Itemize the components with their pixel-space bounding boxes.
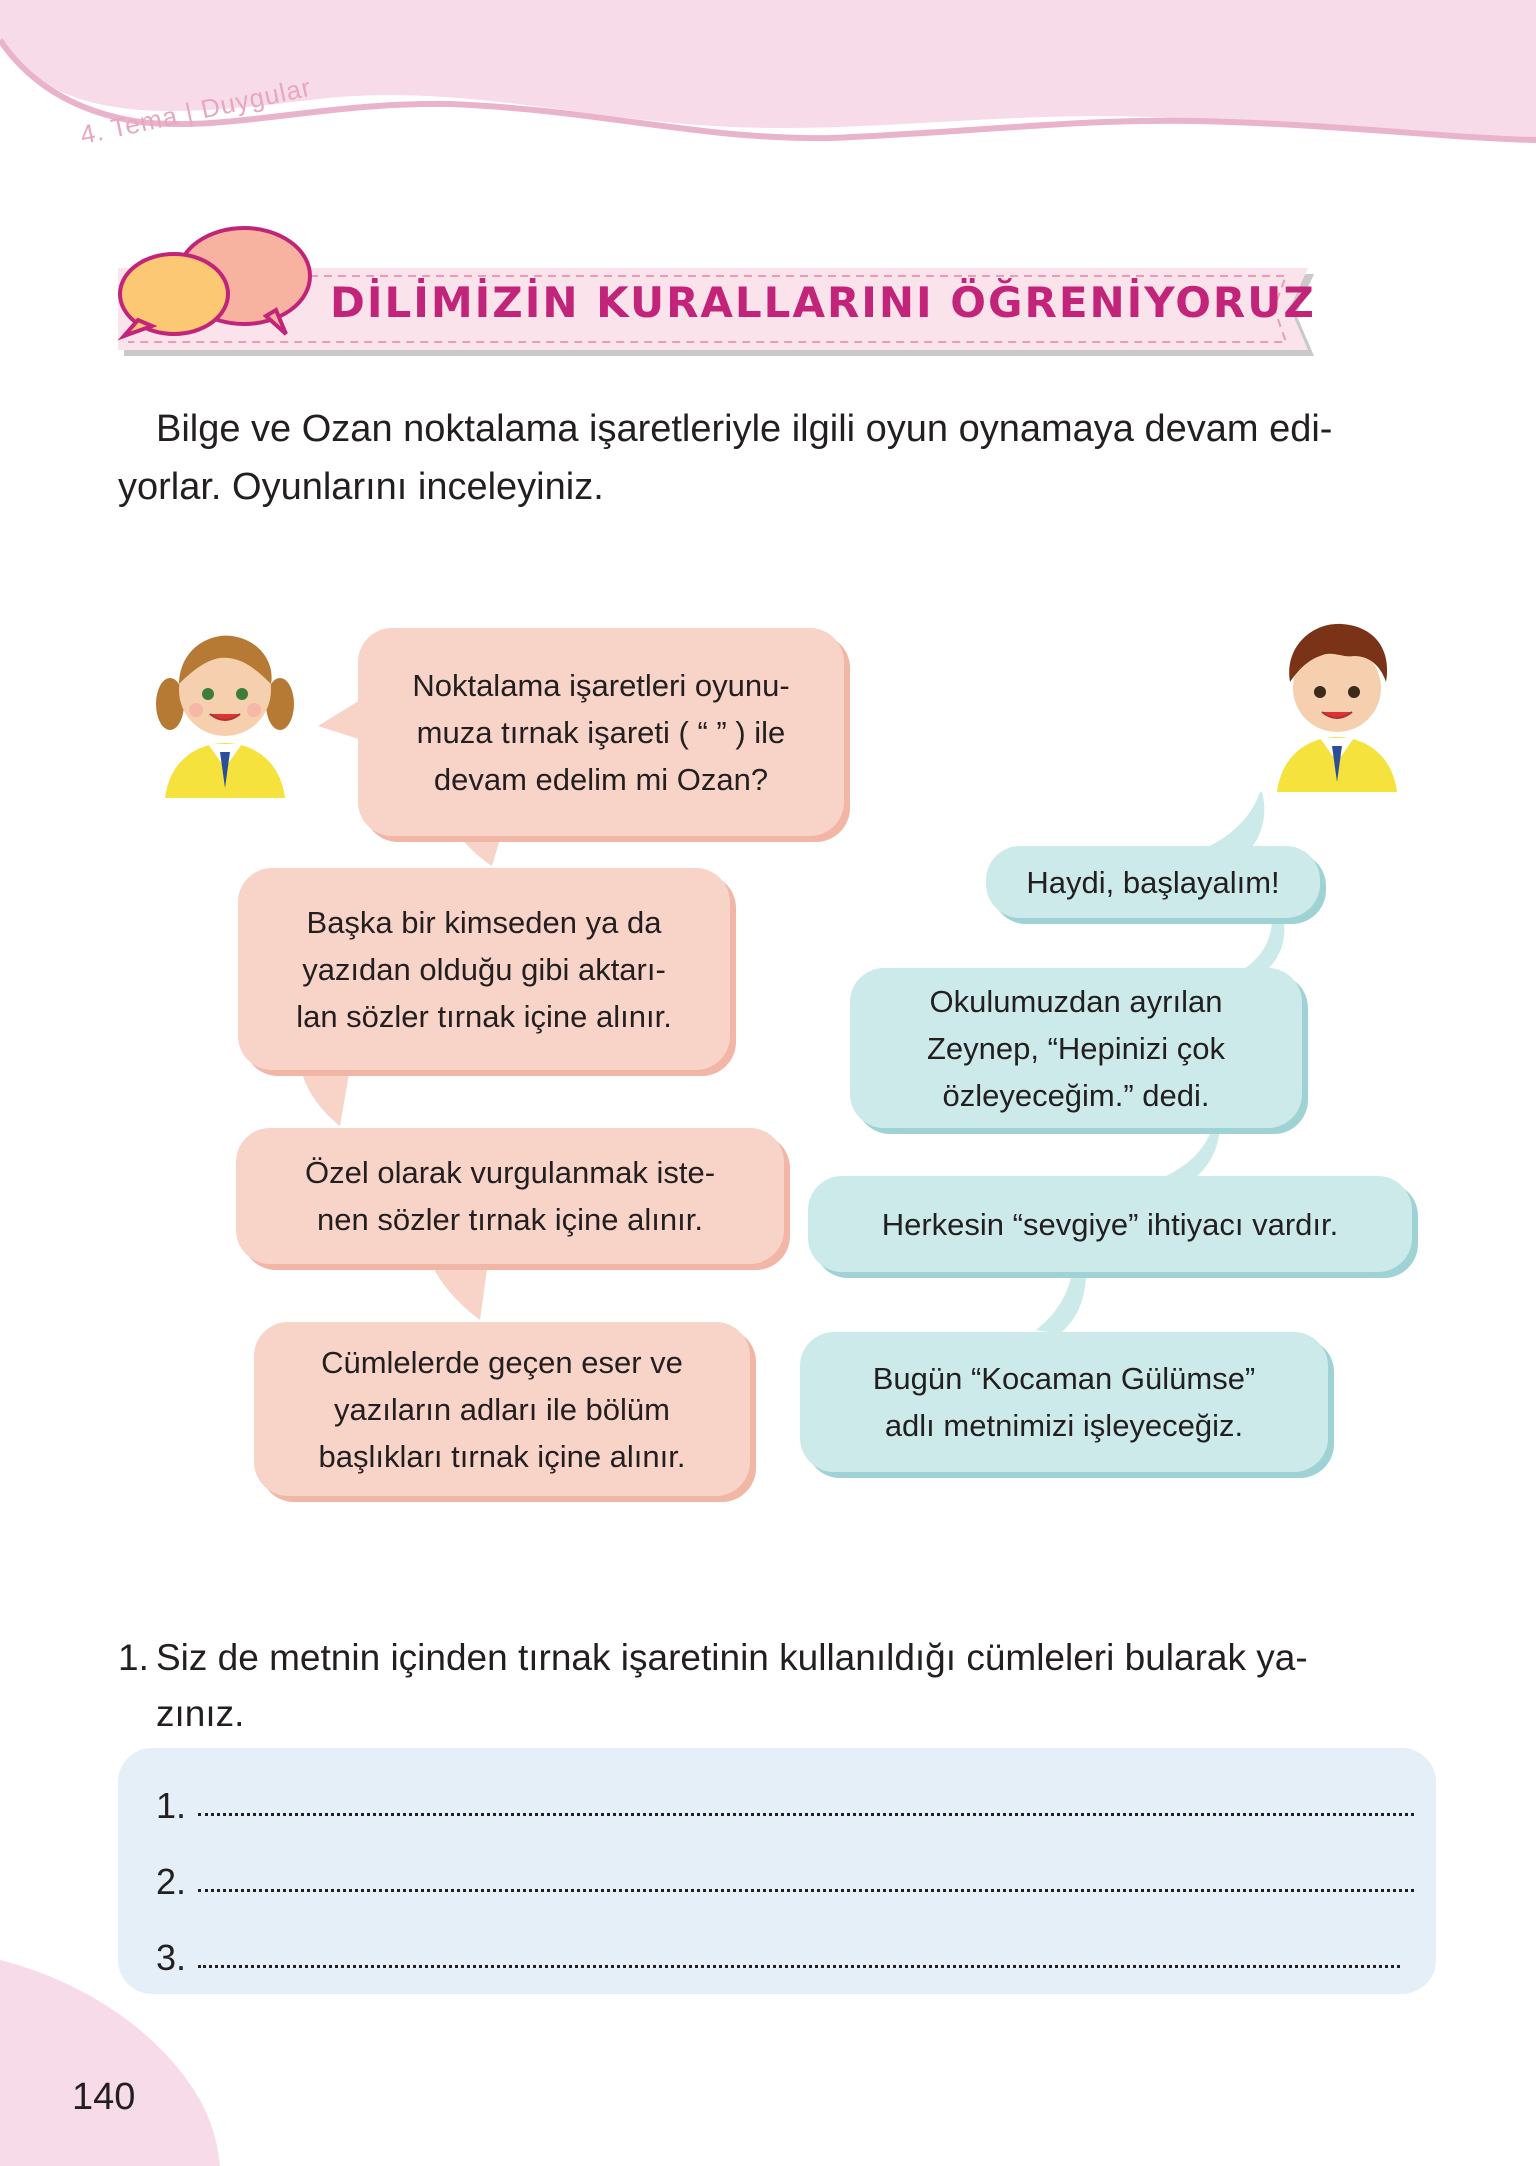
speech-bubbles-icon [116, 224, 322, 342]
answer-line-1[interactable] [156, 1766, 1414, 1826]
ozan-bubble-2: Okulumuzdan ayrılan Zeynep, “Hepinizi çok özleyeceğim.” dedi. [850, 968, 1302, 1128]
ozan-bubble-1: Haydi, başlayalım! [986, 846, 1320, 918]
bilge-bubble-1: Noktalama işaretleri oyunu- muza tırnak işareti ( “ ” ) ile devam edelim mi Ozan? [358, 628, 844, 836]
answer-box [118, 1748, 1436, 1994]
answer-dotted-line [198, 1965, 1400, 1968]
answer-dotted-line [198, 1813, 1414, 1816]
footer-blob [0, 1960, 240, 2166]
intro-line-1: Bilge ve Ozan noktalama işaretleriyle ilgili oyun oynamaya devam edi- [156, 408, 1333, 450]
bilge-bubble-4: Cümlelerde geçen eser ve yazıların adları ile bölüm başlıkları tırnak içine alınır. [254, 1322, 750, 1496]
intro-line-2: yorlar. Oyunlarını inceleyiniz. [118, 466, 604, 508]
question-text-line-1: Siz de metnin içinden tırnak işaretinin kullanıldığı cümleleri bularak ya- [156, 1637, 1308, 1678]
theme-label: 4. Tema | Duygular [77, 71, 314, 151]
question-number: 1. [118, 1637, 149, 1678]
answer-line-number: 1. [156, 1785, 187, 1826]
answer-dotted-line [198, 1889, 1414, 1892]
page-number: 140 [72, 2076, 136, 2118]
answer-line-number: 3. [156, 1937, 187, 1978]
header-wave [0, 0, 1536, 160]
answer-line-number: 2. [156, 1861, 187, 1902]
bilge-bubble-3: Özel olarak vurgulanmak iste- nen sözler tırnak içine alınır. [236, 1128, 784, 1264]
girl-character-icon [150, 618, 300, 808]
question-1 [118, 1630, 1438, 1742]
answer-line-3[interactable] [156, 1918, 1414, 1978]
boy-character-icon [1262, 612, 1412, 802]
ozan-bubble-4: Bugün “Kocaman Gülümse” adlı metnimizi işleyeceğiz. [800, 1332, 1328, 1472]
section-title: DİLİMİZİN KURALLARINI ÖĞRENİYORUZ [330, 278, 1316, 327]
intro-paragraph [118, 400, 1418, 516]
ozan-bubble-3: Herkesin “sevgiye” ihtiyacı vardır. [808, 1176, 1412, 1272]
bilge-bubble-2: Başka bir kimseden ya da yazıdan olduğu gibi aktarı- lan sözler tırnak içine alınır. [238, 868, 730, 1070]
answer-line-2[interactable] [156, 1842, 1414, 1902]
question-text-line-2: zınız. [156, 1693, 245, 1734]
